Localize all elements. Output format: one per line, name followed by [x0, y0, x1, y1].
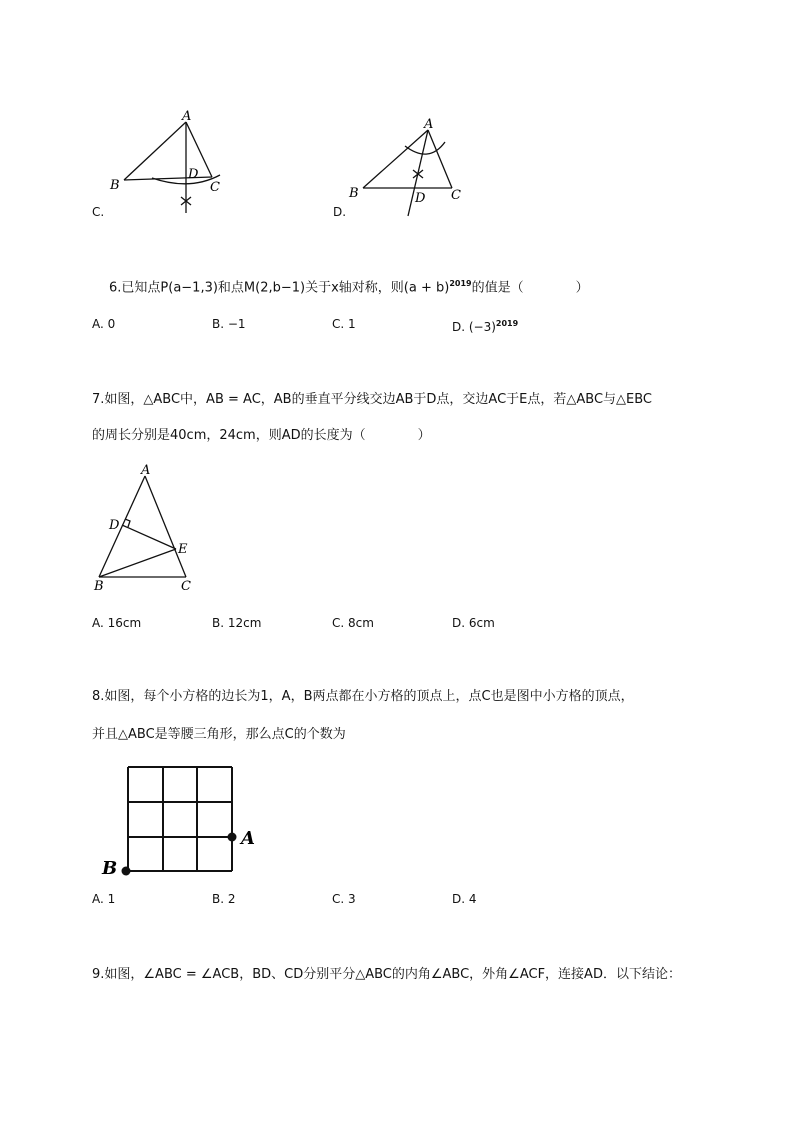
q6-option-d-base: D. (−3) [452, 320, 496, 334]
fig8-label-a: A [241, 828, 255, 849]
q7-option-b: B. 12cm [212, 616, 262, 630]
q7-option-a: A. 16cm [92, 616, 142, 630]
q6-stem [109, 275, 589, 297]
q9-stem-line1: 9.如图，∠ABC = ∠ACB，BD、CD分别平分△ABC的内角∠ABC，外角∠ACF，连接AD．以下结论： [92, 967, 681, 982]
fig5d-label-c: C [451, 188, 461, 203]
q5-option-c: C. [92, 205, 105, 219]
figure-8-grid [96, 760, 266, 882]
q5-option-d: D. [333, 205, 347, 219]
figure-5c [100, 105, 240, 220]
fig7-label-a: A [141, 463, 151, 478]
q6-text-after: 的值是（ ） [471, 280, 589, 296]
q6-option-a: A. 0 [92, 317, 116, 331]
fig5c-label-d: D [188, 167, 199, 182]
fig7-label-c: C [181, 579, 191, 594]
q8-option-c: C. 3 [332, 892, 356, 906]
fig8-label-b: B [102, 858, 118, 879]
q6-option-c: C. 1 [332, 317, 356, 331]
q7-stem-line2: 的周长分别是40cm，24cm，则AD的长度为（ ） [92, 428, 431, 443]
q7-stem-line1: 7.如图，△ABC中，AB = AC，AB的垂直平分线交边AB于D点，交边AC于E点，若△ABC与△EBC [92, 392, 652, 407]
fig5d-label-a: A [424, 117, 434, 132]
q6-text-before: 6.已知点P(a−1,3)和点M(2,b−1)关于x轴对称，则(a + b) [109, 280, 450, 296]
figure-5d [345, 112, 475, 222]
q6-option-d-exponent: 2019 [495, 319, 519, 328]
figure-7 [88, 460, 208, 595]
fig7-label-b: B [94, 579, 104, 594]
q8-option-b: B. 2 [212, 892, 236, 906]
fig8-point-b [122, 867, 131, 876]
q7-option-d: D. 6cm [452, 616, 495, 630]
q8-stem-line2: 并且△ABC是等腰三角形，那么点C的个数为 [92, 727, 346, 742]
fig7-label-d: D [109, 518, 120, 533]
q8-option-a: A. 1 [92, 892, 116, 906]
fig5d-label-b: B [349, 186, 359, 201]
fig7-label-e: E [178, 542, 188, 557]
q8-option-d: D. 4 [452, 892, 477, 906]
fig5d-label-d: D [415, 191, 426, 206]
q6-option-d [452, 316, 518, 335]
fig5c-label-c: C [210, 180, 220, 195]
q6-option-b: B. −1 [212, 317, 246, 331]
fig5c-label-a: A [182, 109, 192, 124]
fig8-point-a [228, 833, 237, 842]
q6-exponent: 2019 [449, 279, 472, 288]
q7-option-c: C. 8cm [332, 616, 374, 630]
q8-stem-line1: 8.如图，每个小方格的边长为1，A，B两点都在小方格的顶点上，点C也是图中小方格的顶点， [92, 689, 634, 704]
fig5c-label-b: B [110, 178, 120, 193]
